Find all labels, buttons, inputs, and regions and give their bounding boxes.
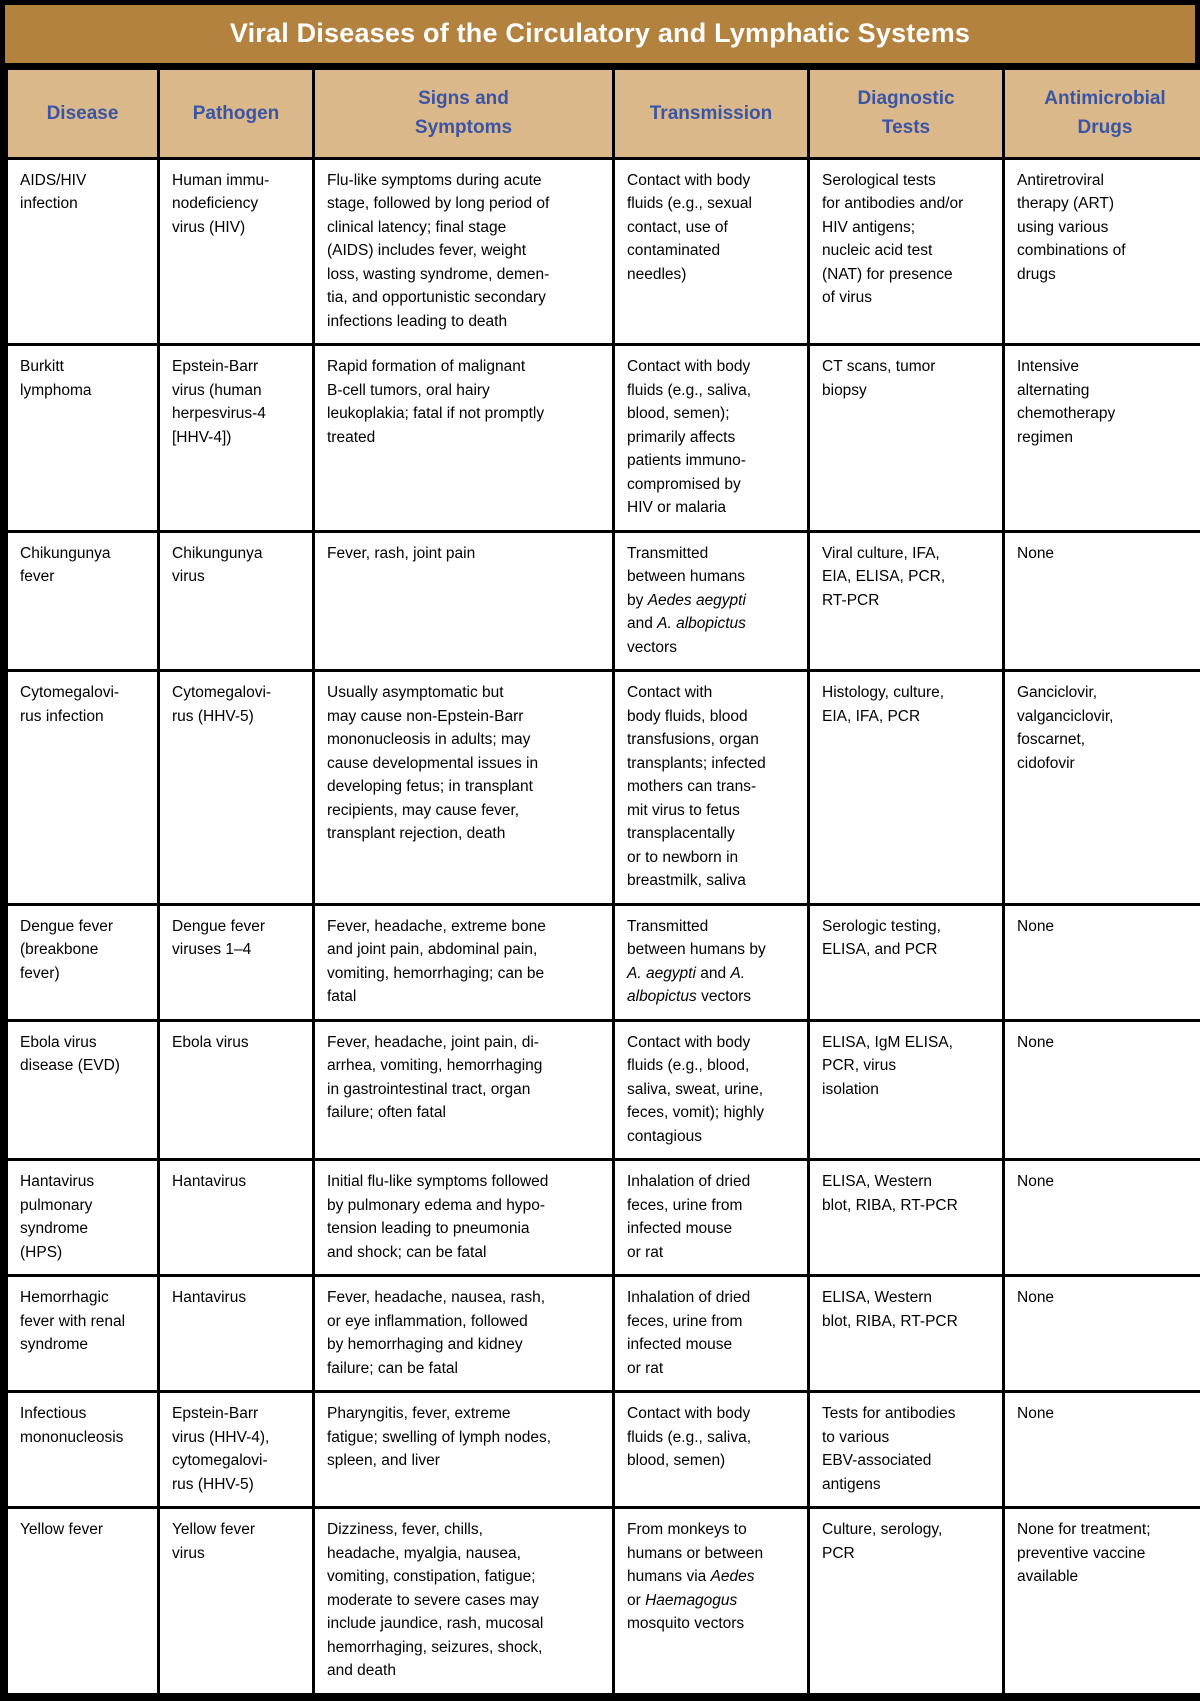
cell-diagnostic: Tests for antibodies to various EBV-associated antigens [809,1392,1004,1508]
table-body [7,158,1200,1694]
table-row [7,904,1200,1020]
cell-pathogen: Human immu- nodeficiency virus (HIV) [159,158,314,345]
cell-signs: Flu-like symptoms during acute stage, followed by long period of clinical latency; final stage (AIDS) includes fever, weight loss, wasting syndrome, demen- tia, and opportunistic secondary infections leading to death [314,158,614,345]
cell-diagnostic: ELISA, Western blot, RIBA, RT-PCR [809,1276,1004,1392]
cell-transmission: Transmitted between humans by Aedes aegypti and A. albopictus vectors [614,531,809,671]
cell-signs: Fever, headache, nausea, rash, or eye inflammation, followed by hemorrhaging and kidney failure; can be fatal [314,1276,614,1392]
cell-transmission: From monkeys to humans or between humans via Aedes or Haemagogus mosquito vectors [614,1508,809,1695]
diseases-table [5,67,1200,1696]
table-row [7,158,1200,345]
table-title: Viral Diseases of the Circulatory and Lymphatic Systems [5,5,1195,67]
cell-diagnostic: Culture, serology, PCR [809,1508,1004,1695]
header-row [7,69,1200,159]
cell-disease: Cytomegalovi- rus infection [7,671,159,905]
cell-diagnostic: ELISA, Western blot, RIBA, RT-PCR [809,1160,1004,1276]
cell-pathogen: Epstein-Barr virus (human herpesvirus-4 [HHV-4]) [159,345,314,532]
column-header-antimicrobial-drugs: Antimicrobial Drugs [1004,69,1200,159]
cell-transmission: Contact with body fluids (e.g., sexual contact, use of contaminated needles) [614,158,809,345]
column-header-pathogen: Pathogen [159,69,314,159]
cell-signs: Fever, headache, extreme bone and joint pain, abdominal pain, vomiting, hemorrhaging; can be fatal [314,904,614,1020]
cell-transmission: Inhalation of dried feces, urine from infected mouse or rat [614,1160,809,1276]
cell-drugs: Ganciclovir, valganciclovir, foscarnet, cidofovir [1004,671,1200,905]
cell-diagnostic: Serological tests for antibodies and/or HIV antigens; nucleic acid test (NAT) for presence of virus [809,158,1004,345]
cell-disease: Yellow fever [7,1508,159,1695]
table-header [7,69,1200,159]
cell-pathogen: Chikungunya virus [159,531,314,671]
table-row [7,1276,1200,1392]
cell-disease: Dengue fever (breakbone fever) [7,904,159,1020]
cell-signs: Fever, headache, joint pain, di- arrhea, vomiting, hemorrhaging in gastrointestinal tract, organ failure; often fatal [314,1020,614,1160]
table-row [7,1392,1200,1508]
cell-disease: Hantavirus pulmonary syndrome (HPS) [7,1160,159,1276]
column-header-disease: Disease [7,69,159,159]
cell-diagnostic: Serologic testing, ELISA, and PCR [809,904,1004,1020]
cell-disease: Chikungunya fever [7,531,159,671]
cell-diagnostic: Viral culture, IFA, EIA, ELISA, PCR, RT-PCR [809,531,1004,671]
cell-signs: Rapid formation of malignant B-cell tumors, oral hairy leukoplakia; fatal if not promptly treated [314,345,614,532]
cell-pathogen: Hantavirus [159,1276,314,1392]
table-row [7,1508,1200,1695]
cell-drugs: Antiretroviral therapy (ART) using various combinations of drugs [1004,158,1200,345]
cell-pathogen: Epstein-Barr virus (HHV-4), cytomegalovi- rus (HHV-5) [159,1392,314,1508]
cell-pathogen: Dengue fever viruses 1–4 [159,904,314,1020]
cell-drugs: None [1004,531,1200,671]
cell-pathogen: Cytomegalovi- rus (HHV-5) [159,671,314,905]
cell-disease: Hemorrhagic fever with renal syndrome [7,1276,159,1392]
table-row [7,671,1200,905]
cell-transmission: Contact with body fluids (e.g., saliva, blood, semen) [614,1392,809,1508]
cell-drugs: None [1004,1392,1200,1508]
table-row [7,531,1200,671]
cell-signs: Dizziness, fever, chills, headache, myalgia, nausea, vomiting, constipation, fatigue; moderate to severe cases may include jaundice, rash, mucosal hemorrhaging, seizures, shock, and death [314,1508,614,1695]
cell-disease: Burkitt lymphoma [7,345,159,532]
cell-disease: Ebola virus disease (EVD) [7,1020,159,1160]
cell-drugs: None [1004,904,1200,1020]
table-row [7,1020,1200,1160]
cell-transmission: Contact with body fluids, blood transfusions, organ transplants; infected mothers can trans- mit virus to fetus transplacentally or to newborn in breastmilk, saliva [614,671,809,905]
cell-pathogen: Yellow fever virus [159,1508,314,1695]
cell-drugs: None for treatment; preventive vaccine available [1004,1508,1200,1695]
cell-drugs: Intensive alternating chemotherapy regimen [1004,345,1200,532]
cell-signs: Fever, rash, joint pain [314,531,614,671]
cell-pathogen: Ebola virus [159,1020,314,1160]
column-header-transmission: Transmission [614,69,809,159]
table-row [7,1160,1200,1276]
cell-signs: Usually asymptomatic but may cause non-Epstein-Barr mononucleosis in adults; may cause developmental issues in developing fetus; in transplant recipients, may cause fever, transplant rejection, death [314,671,614,905]
cell-signs: Pharyngitis, fever, extreme fatigue; swelling of lymph nodes, spleen, and liver [314,1392,614,1508]
cell-signs: Initial flu-like symptoms followed by pulmonary edema and hypo- tension leading to pneumonia and shock; can be fatal [314,1160,614,1276]
cell-disease: Infectious mononucleosis [7,1392,159,1508]
cell-drugs: None [1004,1276,1200,1392]
cell-pathogen: Hantavirus [159,1160,314,1276]
cell-transmission: Inhalation of dried feces, urine from infected mouse or rat [614,1276,809,1392]
table-row [7,345,1200,532]
cell-drugs: None [1004,1160,1200,1276]
cell-transmission: Contact with body fluids (e.g., saliva, blood, semen); primarily affects patients immuno- compromised by HIV or malaria [614,345,809,532]
cell-transmission: Transmitted between humans by A. aegypti and A. albopictus vectors [614,904,809,1020]
cell-diagnostic: Histology, culture, EIA, IFA, PCR [809,671,1004,905]
cell-transmission: Contact with body fluids (e.g., blood, saliva, sweat, urine, feces, vomit); highly contagious [614,1020,809,1160]
cell-diagnostic: CT scans, tumor biopsy [809,345,1004,532]
cell-disease: AIDS/HIV infection [7,158,159,345]
column-header-diagnostic-tests: Diagnostic Tests [809,69,1004,159]
cell-drugs: None [1004,1020,1200,1160]
column-header-signs-symptoms: Signs and Symptoms [314,69,614,159]
cell-diagnostic: ELISA, IgM ELISA, PCR, virus isolation [809,1020,1004,1160]
